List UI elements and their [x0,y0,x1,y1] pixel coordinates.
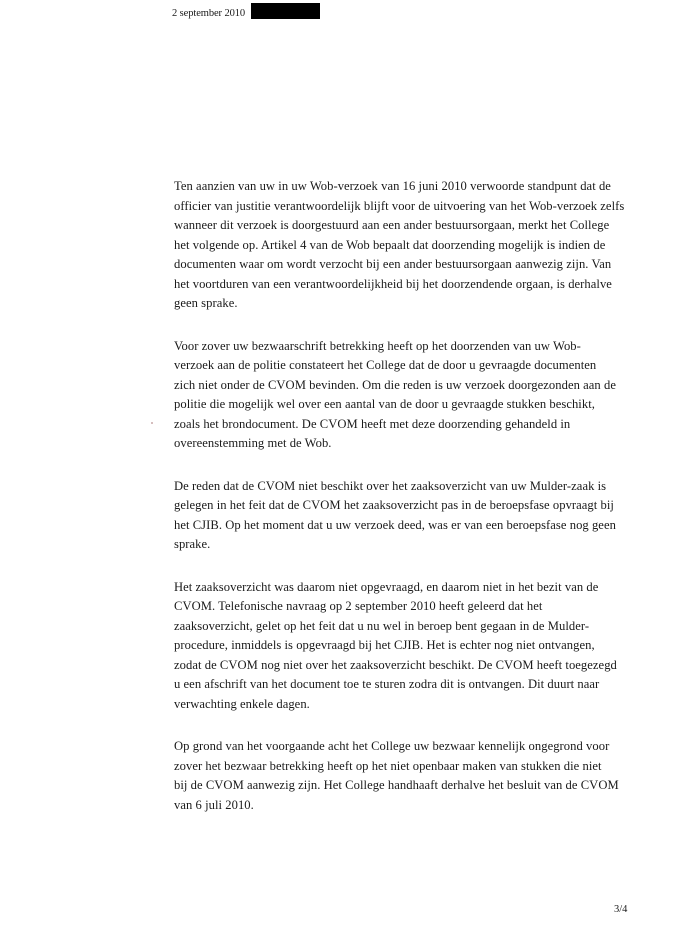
text-line: zodat de CVOM nog niet over het zaaksoverzicht beschikt. De CVOM heeft toegezegd [174,657,617,672]
text-line: procedure, inmiddels is opgevraagd bij het CJIB. Het is echter nog niet ontvangen, [174,638,595,652]
redaction-block [251,3,320,19]
text-line: sprake. [174,537,211,551]
text-line: politie die mogelijk wel over een aantal van de door u gevraagde stukken beschikt, [174,397,595,411]
paragraph-navraag-cjib [174,578,646,715]
text-line: De reden dat de CVOM niet beschikt over het zaaksoverzicht van uw Mulder-zaak is [174,478,607,493]
text-line: Op grond van het voorgaande acht het College uw bezwaar kennelijk ongegrond voor [174,739,610,753]
text-line: het CJIB. Op het moment dat u uw verzoek deed, was er van een beroepsfase nog geen [174,517,616,532]
text-line: verwachting enkele dagen. [174,696,310,711]
paragraph-conclusie [174,737,646,815]
text-line: overeenstemming met de Wob. [174,436,332,450]
paragraph-officier-verantwoordelijk [174,177,646,314]
text-line: Ten aanzien van uw in uw Wob-verzoek van 16 juni 2010 verwoorde standpunt dat de [174,179,611,193]
text-line: bij de CVOM aanwezig zijn. Het College handhaaft derhalve het besluit van de CVOM [174,778,619,792]
letter-body [174,177,646,838]
text-line: het volgende op. Artikel 4 van de Wob bepaalt dat doorzending mogelijk is indien de [174,237,606,252]
text-line: officier van justitie verantwoordelijk blijft voor de uitvoering van het Wob-verzoek zelfs [174,198,625,213]
text-line: zich niet onder de CVOM bevinden. Om die reden is uw verzoek doorgezonden aan de [174,377,616,392]
letter-date: 2 september 2010 [172,8,246,19]
text-line: Voor zover uw bezwaarschrift betrekking heeft op het doorzenden van uw Wob- [174,338,581,353]
text-line: geen sprake. [174,296,238,310]
text-line: zover het bezwaar betrekking heeft op het niet openbaar maken van stukken die niet [174,758,602,773]
text-line: wanneer dit verzoek is doorgestuurd aan een ander bestuursorgaan, merkt het College [174,218,610,232]
text-line: CVOM. Telefonische navraag op 2 september 2010 heeft geleerd dat het [174,599,543,613]
text-line: gelegen in het feit dat de CVOM het zaaksoverzicht pas in de beroepsfase opvraagt bij [174,498,614,512]
text-line: zaaksoverzicht, gelet op het feit dat u nu wel in beroep bent gegaan in de Mulder- [174,618,590,633]
text-line: het voortduren van een verantwoordelijkheid bij het doorzendende orgaan, is derhalve [174,276,612,291]
scan-speck [151,422,153,424]
text-line: zoals het brondocument. De CVOM heeft met deze doorzending gehandeld in [174,416,571,431]
text-line: verzoek aan de politie constateert het College dat de door u gevraagde documenten [174,358,597,372]
paragraph-zaaksoverzicht-reden [174,477,646,555]
text-line: documenten waar om wordt verzocht bij een ander bestuursorgaan aanwezig zijn. Van [174,257,612,271]
text-line: Het zaaksoverzicht was daarom niet opgevraagd, en daarom niet in het bezit van de [174,579,599,594]
text-line: van 6 juli 2010. [174,797,254,812]
paragraph-doorzending-politie [174,337,646,454]
text-line: u een afschrift van het document toe te sturen zodra dit is ontvangen. Dit duurt naar [174,677,600,691]
page-number: 3/4 [614,904,628,915]
